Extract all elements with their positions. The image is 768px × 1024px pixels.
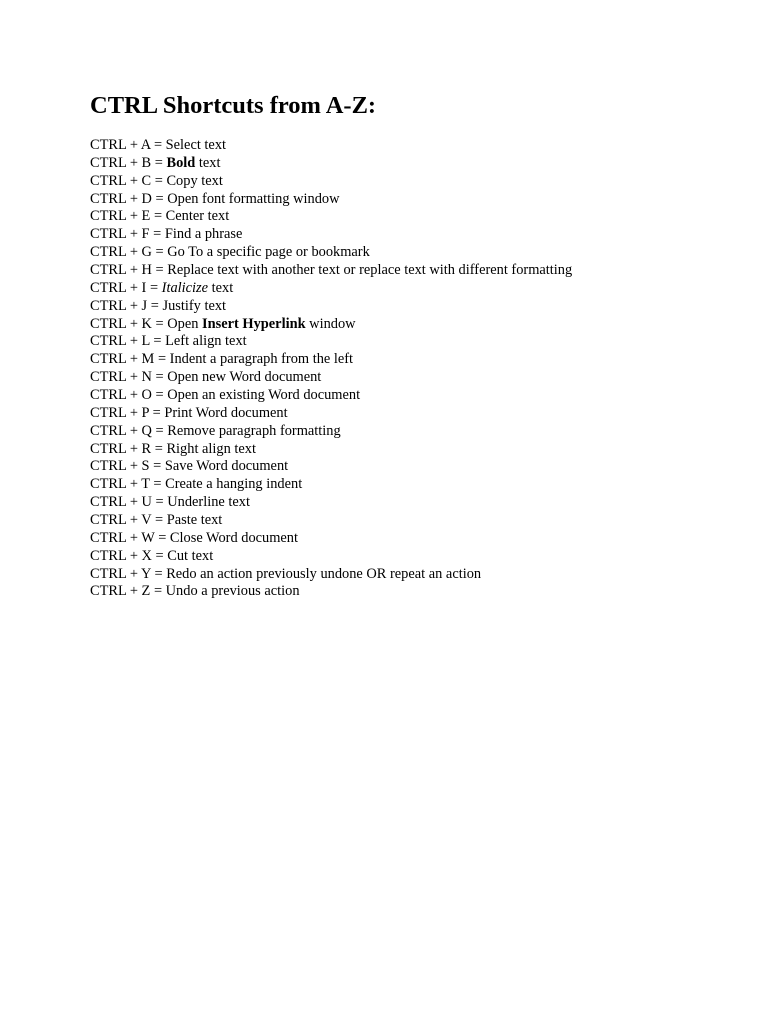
shortcut-row: [90, 191, 572, 209]
shortcut-text: CTRL + O = Open an existing Word document: [90, 387, 361, 404]
page-title: CTRL Shortcuts from A-Z:: [90, 92, 377, 119]
shortcut-text: CTRL + Y = Redo an action previously undone OR repeat an action: [90, 565, 482, 582]
shortcut-list: [90, 137, 572, 601]
shortcut-row: [90, 137, 572, 155]
shortcut-text: CTRL + P = Print Word document: [90, 404, 288, 421]
shortcut-row: [90, 369, 572, 387]
shortcut-row: [90, 423, 572, 441]
shortcut-text: CTRL + E = Center text: [90, 208, 230, 225]
shortcut-row: [90, 173, 572, 191]
shortcut-row: [90, 405, 572, 423]
shortcut-row: [90, 244, 572, 262]
shortcut-text: CTRL + A = Select text: [90, 137, 227, 153]
shortcut-row: [90, 208, 572, 226]
shortcut-text: CTRL + T = Create a hanging indent: [90, 476, 303, 493]
shortcut-text: CTRL + R = Right align text: [90, 440, 256, 457]
shortcut-text: CTRL + V = Paste text: [90, 512, 223, 529]
shortcut-text: CTRL + K = Open: [90, 315, 203, 332]
shortcut-text: CTRL + L = Left align text: [90, 333, 247, 350]
shortcut-row: [90, 351, 572, 369]
shortcut-row: [90, 316, 572, 334]
shortcut-text: CTRL + U = Underline text: [90, 494, 250, 511]
shortcut-row: [90, 226, 572, 244]
shortcut-text: text: [195, 154, 221, 171]
shortcut-row: [90, 583, 572, 601]
shortcut-text: CTRL + N = Open new Word document: [90, 369, 322, 386]
shortcut-row: [90, 387, 572, 405]
shortcut-row: [90, 280, 572, 298]
shortcut-row: [90, 530, 572, 548]
shortcut-text: text: [208, 279, 234, 296]
shortcut-row: [90, 494, 572, 512]
shortcut-row: [90, 155, 572, 173]
shortcut-text: CTRL + F = Find a phrase: [90, 226, 243, 243]
shortcut-text: CTRL + H = Replace text with another text or replace text with different formatting: [90, 262, 573, 279]
shortcut-row: [90, 548, 572, 566]
shortcut-text: CTRL + W = Close Word document: [90, 529, 299, 546]
shortcut-text: CTRL + X = Cut text: [90, 547, 214, 564]
shortcut-text: CTRL + Q = Remove paragraph formatting: [90, 422, 341, 439]
shortcut-text: CTRL + I =: [90, 279, 162, 296]
shortcut-text: window: [305, 315, 356, 332]
shortcut-text: CTRL + B =: [90, 154, 167, 171]
shortcut-text: CTRL + S = Save Word document: [90, 458, 289, 475]
shortcut-text: CTRL + D = Open font formatting window: [90, 190, 340, 207]
shortcut-row: [90, 262, 572, 280]
shortcut-text: CTRL + M = Indent a paragraph from the left: [90, 351, 354, 368]
shortcut-row: [90, 476, 572, 494]
shortcut-emphasis-bold: Insert Hyperlink: [202, 315, 306, 332]
shortcut-row: [90, 512, 572, 530]
shortcut-text: CTRL + J = Justify text: [90, 297, 227, 314]
shortcut-text: CTRL + G = Go To a specific page or bookmark: [90, 244, 370, 261]
shortcut-emphasis-italic: Italicize: [161, 279, 209, 296]
shortcut-row: [90, 566, 572, 584]
shortcut-text: CTRL + C = Copy text: [90, 172, 223, 189]
shortcut-row: [90, 458, 572, 476]
shortcut-row: [90, 441, 572, 459]
shortcut-row: [90, 333, 572, 351]
shortcut-emphasis-bold: Bold: [166, 154, 196, 171]
shortcut-text: CTRL + Z = Undo a previous action: [90, 583, 300, 600]
shortcut-row: [90, 298, 572, 316]
